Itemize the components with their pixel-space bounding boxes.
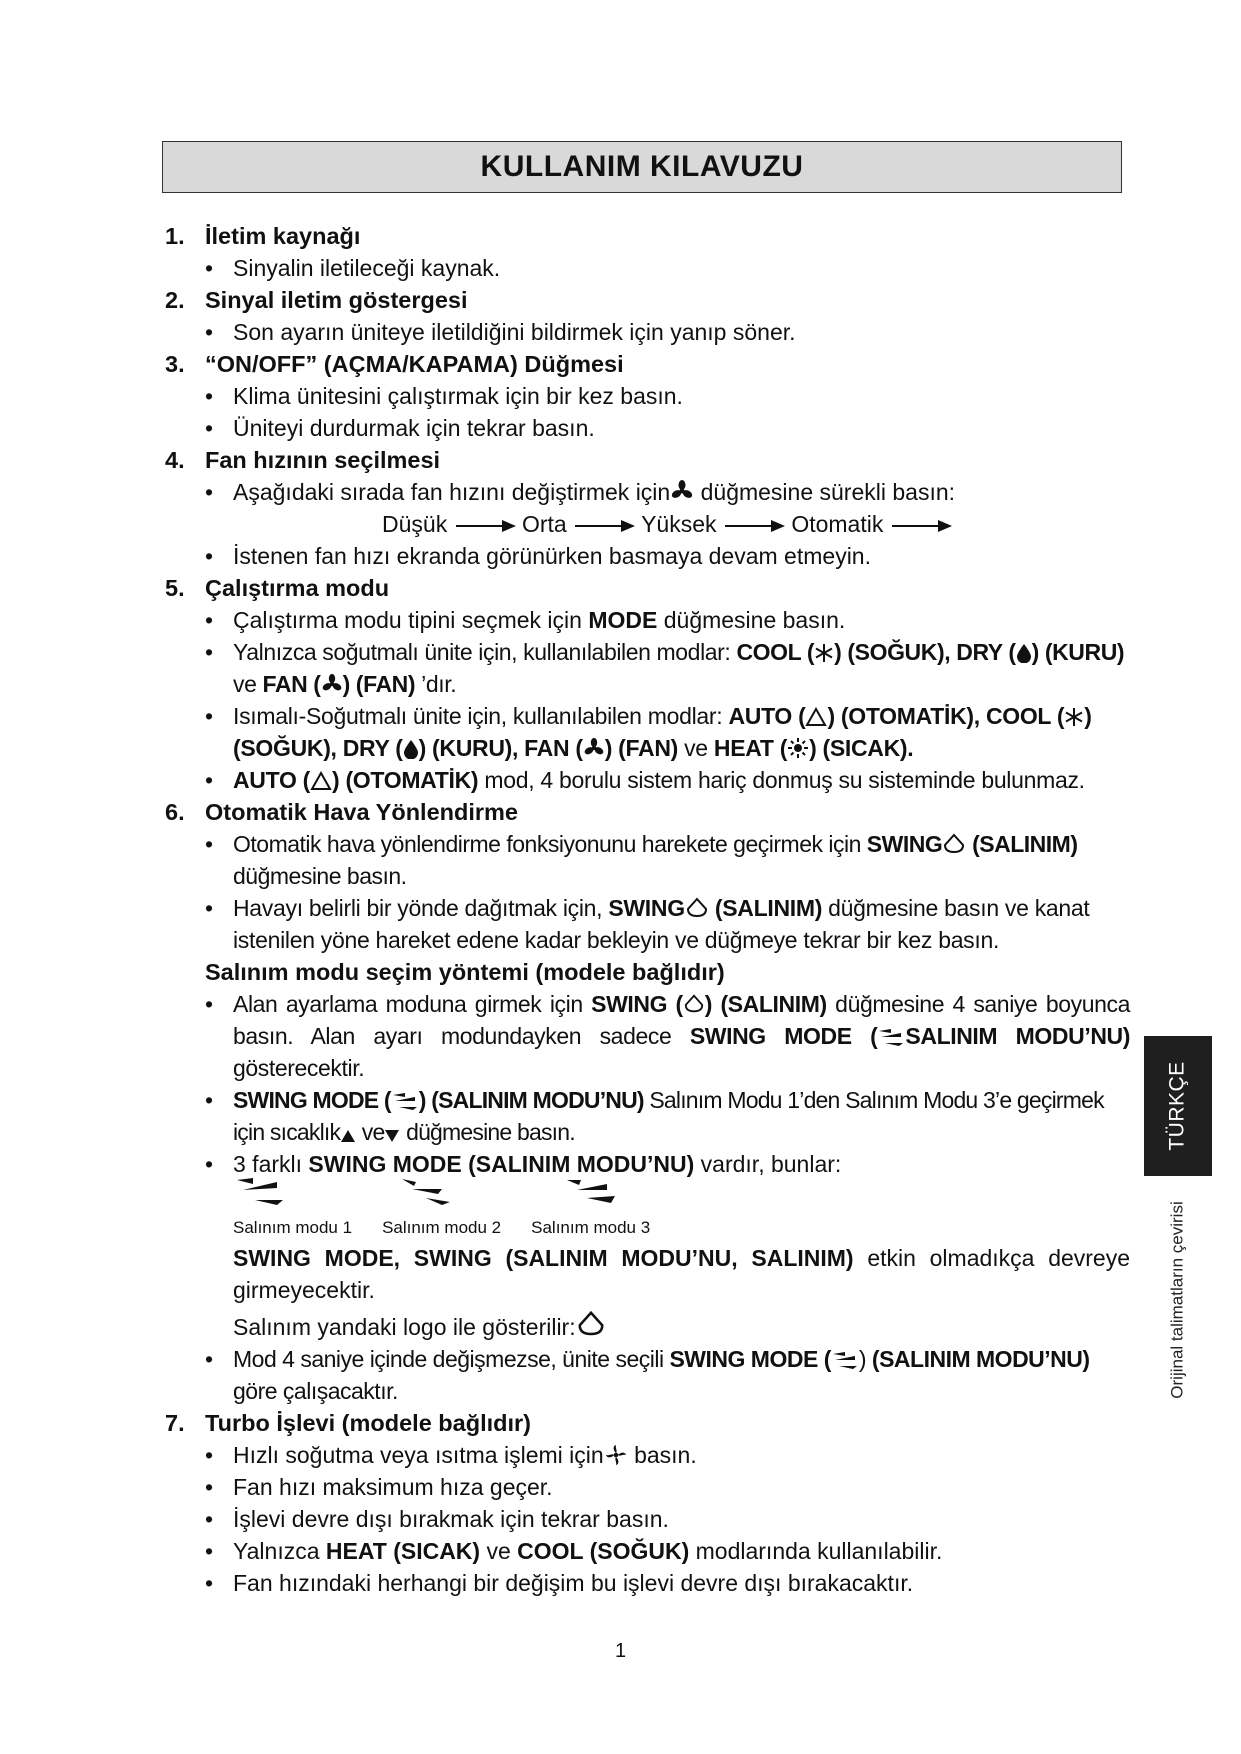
- section-number: 1.: [165, 223, 185, 249]
- bullet: • AUTO ( ) (OTOMATİK) mod, 4 borulu sistem hariç donmuş su sisteminde bulunmaz.: [205, 767, 1085, 793]
- bullet: • Çalıştırma modu tipini seçmek için MODE düğmesine basın.: [205, 607, 846, 633]
- bullet: • Isımalı-Soğutmalı ünite için, kullanılabilen modlar: AUTO ( ) (OTOMATİK), COOL ( ) (SOĞUK), DRY ( ) (KURU), FAN ( ) (FAN) ve HEAT ( ) (SICAK).: [205, 703, 1092, 761]
- paragraph: SWING MODE, SWING (SALINIM MODU’NU, SALINIM) etkin olmadıkça devreye girmeyecektir.: [233, 1245, 1131, 1303]
- swing-mode-icon: [831, 1350, 859, 1370]
- bullet: • Yalnızca HEAT (SICAK) ve COOL (SOĞUK) modlarında kullanılabilir.: [205, 1538, 943, 1564]
- bullet: • Sinyalin iletileceği kaynak.: [165, 252, 1130, 284]
- manual-content: [165, 220, 1130, 1599]
- section-title: İletim kaynağı: [205, 223, 361, 249]
- section-7-heading: 7. Turbo İşlevi (modele bağlıdır): [165, 1410, 531, 1436]
- turbo-icon: [604, 1444, 628, 1466]
- bullet: • SWING MODE ( ) (SALINIM MODU’NU) Salınım Modu 1’den Salınım Modu 3’e geçirmek için sıcaklık ve düğmesine basın.: [205, 1087, 1104, 1145]
- auto-triangle-icon: [805, 707, 827, 727]
- section-1-heading: [165, 220, 1130, 252]
- bullet: • Fan hızındaki herhangi bir değişim bu işlevi devre dışı bırakacaktır.: [205, 1570, 914, 1596]
- arrow-right-icon: [890, 519, 952, 533]
- swing-mode-icon: [391, 1091, 419, 1111]
- bullet-dot: •: [205, 255, 214, 281]
- section-5-heading: 5. Çalıştırma modu: [165, 575, 390, 601]
- bullet: • Son ayarın üniteye iletildiğini bildirmek için yanıp söner.: [205, 319, 796, 345]
- fan-icon: [321, 673, 343, 695]
- snowflake-icon: [1064, 707, 1084, 727]
- bullet: • Fan hızı maksimum hıza geçer.: [205, 1474, 553, 1500]
- swing-mode-icon: [877, 1027, 905, 1047]
- language-tab: TÜRKÇE: [1144, 1036, 1212, 1176]
- swing-mode-2-icon: [398, 1176, 454, 1206]
- triangle-up-icon: [340, 1129, 356, 1143]
- swing-icon: [576, 1310, 606, 1338]
- droplet-icon: [403, 739, 419, 759]
- bullet: • Yalnızca soğutmalı ünite için, kullanılabilen modlar: COOL ( ) (SOĞUK), DRY ( ) (KURU) ve FAN ( ) (FAN) ’dır.: [205, 639, 1125, 697]
- section-6-heading: 6. Otomatik Hava Yönlendirme: [165, 799, 518, 825]
- bullet: • İşlevi devre dışı bırakmak için tekrar basın.: [205, 1506, 669, 1532]
- subheading: Salınım modu seçim yöntemi (modele bağlıdır): [205, 959, 725, 985]
- snowflake-icon: [814, 643, 834, 663]
- auto-triangle-icon: [310, 771, 332, 791]
- swing-mode-1-icon: [233, 1176, 289, 1206]
- bullet: • Klima ünitesini çalıştırmak için bir kez basın.: [205, 383, 683, 409]
- paragraph: Salınım yandaki logo ile gösterilir:: [165, 1310, 1130, 1343]
- page-title: KULLANIM KILAVUZU: [162, 141, 1122, 193]
- section-2-heading: 2. Sinyal iletim göstergesi: [165, 287, 468, 313]
- bullet: • Otomatik hava yönlendirme fonksiyonunu harekete geçirmek için SWING (SALINIM) düğmesine basın.: [205, 831, 1078, 889]
- droplet-icon: [1016, 643, 1032, 663]
- arrow-right-icon: [723, 519, 785, 533]
- swing-mode-labels: Salınım modu 1 Salınım modu 2 Salınım modu 3: [233, 1218, 651, 1237]
- bullet: • Havayı belirli bir yönde dağıtmak için, SWING (SALINIM) düğmesine basın ve kanat istenilen yöne hareket edene kadar bekleyin ve düğmeye tekrar bir kez basın.: [205, 895, 1090, 953]
- swing-mode-3-icon: [563, 1176, 619, 1206]
- bullet: • Aşağıdaki sırada fan hızını değiştirmek için düğmesine sürekli basın:: [205, 479, 956, 505]
- bullet: • Mod 4 saniye içinde değişmezse, ünite seçili SWING MODE ( ) (SALINIM MODU’NU) göre çalışacaktır.: [205, 1346, 1090, 1404]
- triangle-down-icon: [384, 1129, 400, 1143]
- bullet: • İstenen fan hızı ekranda görünürken basmaya devam etmeyin.: [205, 543, 871, 569]
- arrow-right-icon: [573, 519, 635, 533]
- swing-icon: [685, 897, 709, 919]
- page-number: 1: [614, 1640, 627, 1662]
- section-3-heading: 3. “ON/OFF” (AÇMA/KAPAMA) Düğmesi: [165, 351, 624, 377]
- bullet: • Alan ayarlama moduna girmek için SWING ( ) (SALINIM) düğmesine 4 saniye boyunca basın. Alan ayarı modundayken sadece SWING MODE ( SALINIM MODU’NU) gösterecektir.: [205, 991, 1130, 1081]
- fan-icon: [670, 479, 694, 503]
- bullet: • Hızlı soğutma veya ısıtma işlemi için basın.: [205, 1442, 697, 1468]
- sun-icon: [787, 737, 809, 759]
- translation-note: Orijinal talimatların çevirisi: [1168, 1201, 1187, 1399]
- swing-icon: [942, 833, 966, 855]
- swing-mode-icons: [165, 1180, 1130, 1214]
- section-4-heading: 4. Fan hızının seçilmesi: [165, 447, 441, 473]
- bullet: • Üniteyi durdurmak için tekrar basın.: [205, 415, 595, 441]
- swing-icon: [683, 993, 705, 1015]
- arrow-right-icon: [454, 519, 516, 533]
- bullet: • 3 farklı SWING MODE (SALINIM MODU’NU) vardır, bunlar:: [205, 1151, 842, 1177]
- fan-speed-sequence: Düşük Orta Yüksek Otomatik: [165, 508, 1130, 540]
- fan-icon: [583, 737, 605, 759]
